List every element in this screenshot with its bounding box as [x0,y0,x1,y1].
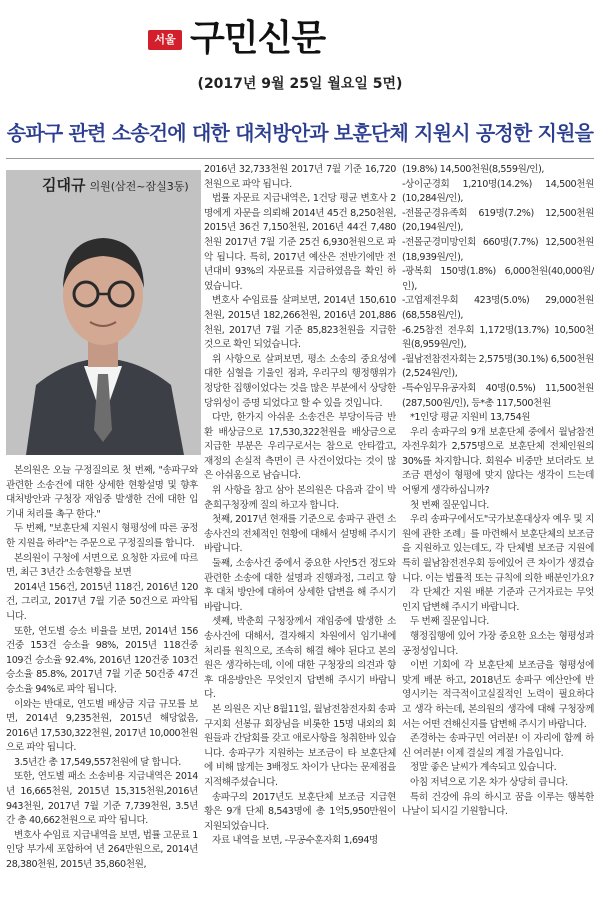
list-item: -고엽제전우회 423명(5.0%) 29,000천원(68,558원/인), [402,295,594,321]
paragraph: 존경하는 송파구민 여러분! 이 자리에 함께 하신 여러분! 이제 결실의 계절 가을입니다. [402,733,594,759]
article-column-2 [204,163,396,894]
region-badge: 서울 [148,30,182,50]
list-item: (19.8%) 14,500천원(8,559원/인), [402,164,545,175]
paragraph: 아침 저녁으로 기온 차가 상당히 큽니다. [410,776,568,788]
paragraph: 변호사 수임료 지급내역을 보면, 법률 고문료 1인당 부가세 포함하여 년 264만원으로, 2014년 28,380천원, 2015년 35,860천원, [6,829,198,871]
list-item: -월남전참전자회는 2,575명(30.1%) 6,500천원(2,524원/인), [402,353,594,380]
list-item: -전몰군경미망인회 660명(7.7%) 12,500천원(18,939원/인), [402,236,594,263]
paragraph: 다만, 한가지 아쉬운 소송건은 부당이득금 반환 배상금으로 17,530,322천원을 배상금으로 지급한 부분은 우리구로서는 참으로 안타깝고, 재정의 손실적 측면이 큰 사건이었다는 것이 많은 아쉬움으로 남습니다. [204,412,396,482]
article-headline: 송파구 관련 소송건에 대한 대처방안과 보훈단체 지원시 공정한 지원을 [6,121,594,145]
paragraph: 본의원이 구청에 서면으로 요청한 자료에 따르면, 최근 3년간 소송현황을 보면 [6,552,198,579]
paragraph: 3.5년간 총 17,549,557천원에 달 합니다. [14,756,181,768]
councilor-photo [6,170,201,455]
paragraph: 위 사항을 참고 삼아 본의원은 다음과 같이 박춘희구청장께 질의 하고자 합니다. [204,485,396,511]
list-item: -특수임무유공자회 40명(0.5%) 11,500천원(287,500원/인), 등*총 117,500천원 [402,382,594,409]
paragraph: 첫 번째 질문입니다. [410,499,489,511]
paragraph: 우리 송파구에서도"국가보훈대상자 예우 및 지원에 관한 조례」를 마련해서 보훈단체의 보조금을 지원하고 있는데도, 각 단체별 보조금 지원에 특히 월남참전전우회 등에있어 큰 차이가 생겼습니다. 이는 법률적 또는 규칙에 의한 배분인가요? [402,514,594,584]
paragraph: 첫째, 2017년 현재를 기준으로 송파구 관련 소송사건의 전체적인 현황에 대해서 설명해 주시기 바랍니다. [204,514,396,555]
paragraph: 이와는 반대로, 연도별 배상금 지급 규모를 보면, 2014년 9,235천원, 2015년 해당없음, 2016년 17,530,322천원, 2017년 10,000천원으로 파악 됩니다. [6,698,198,754]
paragraph: 행정집행에 있어 가장 중요한 요소는 형평성과 공정성입니다. [402,631,594,657]
paragraph: 법률 자문료 지급내역은, 1건당 평균 변호사 2명에게 자문을 의뢰해 2014년 45건 8,250천원, 2015년 36건 7,150천원, 2016년 44건 7,480천원 2017년 7월 기준 25건 6,930천원으로 파악 됩니다. 특히, 2017년 예산은 전반기에만 전년대비 93%의 자문료를 지급하였음을 확인 하였습니다. [204,193,396,292]
list-item: -상이군경회 1,210명(14.2%) 14,500천원(10,284원/인), [402,178,594,205]
article-column-1 [6,464,198,894]
paragraph: 또한, 연도별 승소 비율을 보면, 2014년 156건중 153건 승소율 98%, 2015년 118건중 109건 승소율 92.4%, 2016년 120건중 103건 승소율 85.8%, 2017년 7월 기준 50건중 47건 승소율 94%로 파악 됩니다. [6,625,198,695]
paragraph: 정말 좋은 날씨가 계속되고 있습니다. [410,762,557,774]
paragraph: 이번 기회에 각 보훈단체 보조금을 형평성에 맞게 배분 하고, 2018년도 송파구 예산안에 반영시키는 적극적이고실질적인 노력이 필요하다고 생각 하는데, 본의원의 생각에 대해 구청장께서는 어떤 견해신지를 답변해 주시기 바랍니다. [402,660,594,730]
dateline: (2017년 9월 25일 월요일 5면) [197,76,403,92]
paragraph: 셋째, 박춘희 구청장께서 재임중에 발생한 소송사건에 대해서, 결자해지 차원에서 임기내에 처리를 원칙으로, 조속히 해결 해야 된다고 본의원은 생각하는데, 이에 대한 구청장의 의견과 향후 대응방안은 무엇인지 답변해 주시기 바랍니다. [204,616,396,701]
paragraph: 자료 내역을 보면, -무공수훈자회 1,694명 [212,835,378,847]
headline-divider [6,158,594,159]
list-item: -광복회 150명(1.8%) 6,000천원(40,000원/인), [402,266,594,292]
paragraph: 본의원은 오늘 구정질의로 첫 번째, "송파구와 관련한 소송건에 대한 상세한 현황설명 및 향후 대처방안과 구청장 재임중 발생한 건에 대한 입기내 처리를 촉구 한다." [6,465,198,520]
paragraph: 우리 송파구의 9개 보훈단체 중에서 월남참전자전우회가 2,575명으로 보훈단체 전체인원의 30%를 차지합니다. 회원수 비중만 보더라도 보조금 편성이 형평에 맞지 않다는 생각이 드는데 어떻게 생각하십니까? [402,426,594,497]
paragraph: 변호사 수임료를 살펴보면, 2014년 150,610천원, 2015년 182,266천원, 2016년 201,886천원, 2017년 7월 기준 85,823천원을 지급한 것으로 확인 되었습니다. [204,295,396,351]
councilor-name: 김대규 [42,176,86,194]
paragraph: 2016년 32,733천원 2017년 7월 기준 16,720천원으로 파악 됩니다. [204,164,396,190]
paragraph: 또한, 연도별 패소 소송비용 지급내역은 2014년 16,665천원, 2015년 15,315천원,2016년 943천원, 2017년 7월 기준 7,739천원, 3.5년간 총 40,662천원으로 파악 됩니다. [6,771,198,827]
portrait-illustration [6,170,201,455]
paragraph: *1인당 평균 지원비 13,754원 [410,412,531,424]
list-item: -6.25참전 전우회 1,172명(13.7%) 10,500천원(8,959원/인), [402,324,594,351]
paragraph: 둘째, 소송사건 중에서 중요한 사안5건 정도와 관련한 소송에 대한 설명과 진행과정, 그리고 향후 대처 방안에 대하여 상세한 답변을 해 주시기 바랍니다. [204,558,396,613]
paragraph: 송파구의 2017년도 보훈단체 보조금 지급현황은 9개 단체 8,543명에 총 1억5,950만원이 지원되었습니다. [204,791,396,832]
paragraph: 본 의원은 지난 8월11일, 월남전참전자회 송파구지회 선봉규 회장님을 비롯한 15명 내외의 회원들과 간담회를 갖고 애로사항을 청취한바 있습니다. 송파구가 지원하는 보조금이 타 보훈단체에 비해 많게는 3배정도 차이가 난다는 문제점을 지적해주셨습니다. [204,703,396,788]
newspaper-logo: 구민신문 [190,17,326,59]
byline [42,174,189,195]
paragraph: 두 번째, "보훈단체 지원시 형평성에 따른 공정한 지원을 하라"는 주문으로 구정질의를 합니다. [6,523,198,549]
list-item: -전몰군경유족회 619명(7.2%) 12,500천원(20,194원/인), [402,207,594,234]
councilor-role: 의원(삼전~잠실3동) [89,180,189,193]
paragraph: 두 번째 질문입니다. [410,616,489,628]
paragraph: 특히 건강에 유의 하시고 꿈을 이루는 행복한 나날이 되시길 기원합니다. [402,791,594,818]
paragraph: 위 사항으로 살펴보면, 평소 소송의 중요성에 대한 심혈을 기울인 점과, 우리구의 행정행위가 정당한 집행이었다는 것을 많은 부분에서 상당한 당위성이 증명 되었다고 할 수 있을 것입니다. [204,353,396,409]
masthead [0,14,600,60]
paragraph: 2014년 156건, 2015년 118건, 2016년 120건, 그리고, 2017년 7월 기준 50건으로 파악됩니다. [6,581,198,622]
paragraph: 각 단체간 지원 배분 기준과 근거자료는 무엇인지 답변해 주시기 바랍니다. [402,587,594,613]
article-column-3 [402,163,594,894]
